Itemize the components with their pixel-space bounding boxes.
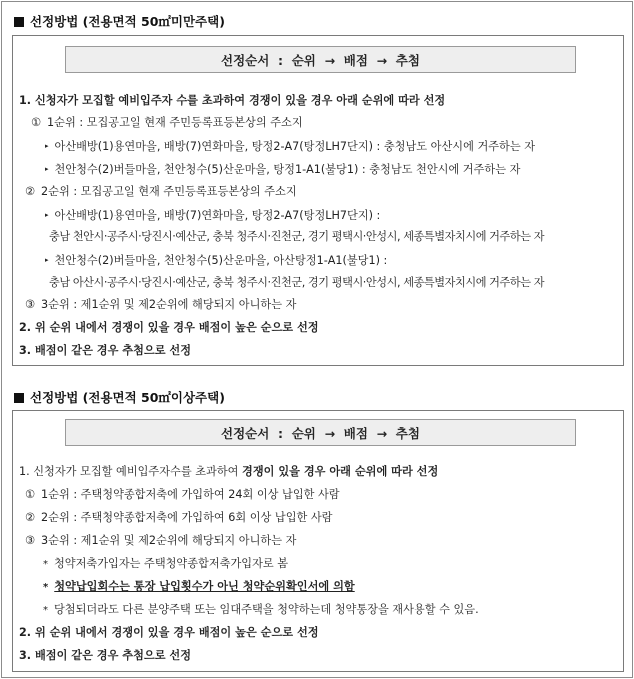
rank-1: ① 1순위 : 모집공고일 현재 주민등록표등본상의 주소지 (31, 116, 303, 129)
square-bullet-icon (14, 17, 24, 27)
rank-2-asan: ▸ 아산배방(1)용연마을, 배방(7)연화마을, 탕정2-A7(탕정LH7단지) : (45, 209, 381, 222)
rank-1: ① 1순위 : 주택청약종합저축에 가입하여 24회 이상 납입한 사람 (25, 488, 340, 501)
rank-2: ② 2순위 : 모집공고일 현재 주민등록표등본상의 주소지 (25, 185, 297, 198)
rank-2-cheonan-regions: 충남 아산시·공주시·당진시·예산군, 충북 청주시·진천군, 경기 평택시·안성시, 세종특별자치시에 거주하는 자 (49, 276, 545, 289)
page-frame (1, 1, 633, 678)
section1-box (12, 35, 624, 366)
triangle-bullet-icon: ▸ (45, 256, 49, 264)
rank-2: ② 2순위 : 주택청약종합저축에 가입하여 6회 이상 납입한 사람 (25, 511, 333, 524)
rank-2-cheonan: ▸ 천안청수(2)버들마을, 천안청수(5)산운마을, 아산탕정1-A1(불당1) : (45, 254, 388, 267)
criteria-item-2: 2. 위 순위 내에서 경쟁이 있을 경우 배점이 높은 순으로 선정 (19, 321, 319, 334)
square-bullet-icon (14, 393, 24, 403)
triangle-bullet-icon: ▸ (45, 211, 49, 219)
criteria-item-2: 2. 위 순위 내에서 경쟁이 있을 경우 배점이 높은 순으로 선정 (19, 626, 319, 639)
note-2: * 청약납입회수는 통장 납입횟수가 아닌 청약순위확인서에 의함 (43, 580, 355, 593)
section1-heading: 선정방법 (전용면적 50㎡미만주택) (14, 12, 225, 30)
criteria-item-3: 3. 배점이 같은 경우 추첨으로 선정 (19, 649, 192, 662)
rank-2-asan-regions: 충남 천안시·공주시·당진시·예산군, 충북 청주시·진천군, 경기 평택시·안성시, 세종특별자치시에 거주하는 자 (49, 230, 545, 243)
triangle-bullet-icon: ▸ (45, 142, 49, 150)
criteria-item-1: 1. 신청자가 모집할 예비입주자수를 초과하여 경쟁이 있을 경우 아래 순위에 따라 선정 (19, 465, 439, 478)
criteria-item-3: 3. 배점이 같은 경우 추첨으로 선정 (19, 344, 192, 357)
selection-order-banner: 선정순서 : 순위 → 배점 → 추첨 (65, 419, 576, 446)
note-1: * 청약저축가입자는 주택청약종합저축가입자로 봄 (43, 557, 289, 570)
selection-order-banner: 선정순서 : 순위 → 배점 → 추첨 (65, 46, 576, 73)
section2-box (12, 410, 624, 672)
rank-3: ③ 3순위 : 제1순위 및 제2순위에 해당되지 아니하는 자 (25, 534, 297, 547)
triangle-bullet-icon: ▸ (45, 165, 49, 173)
rank-1-cheonan: ▸ 천안청수(2)버들마을, 천안청수(5)산운마을, 탕정1-A1(불당1) : 충청남도 천안시에 거주하는 자 (45, 163, 521, 176)
note-3: * 당첨되더라도 다른 분양주택 또는 임대주택을 청약하는데 청약통장을 재사용할 수 있음. (43, 603, 479, 616)
criteria-item-1: 1. 신청자가 모집할 예비입주자 수를 초과하여 경쟁이 있을 경우 아래 순위에 따라 선정 (19, 94, 446, 107)
rank-1-asan: ▸ 아산배방(1)용연마을, 배방(7)연화마을, 탕정2-A7(탕정LH7단지) : 충청남도 아산시에 거주하는 자 (45, 140, 536, 153)
section2-heading: 선정방법 (전용면적 50㎡이상주택) (14, 388, 225, 406)
rank-3: ③ 3순위 : 제1순위 및 제2순위에 해당되지 아니하는 자 (25, 298, 297, 311)
